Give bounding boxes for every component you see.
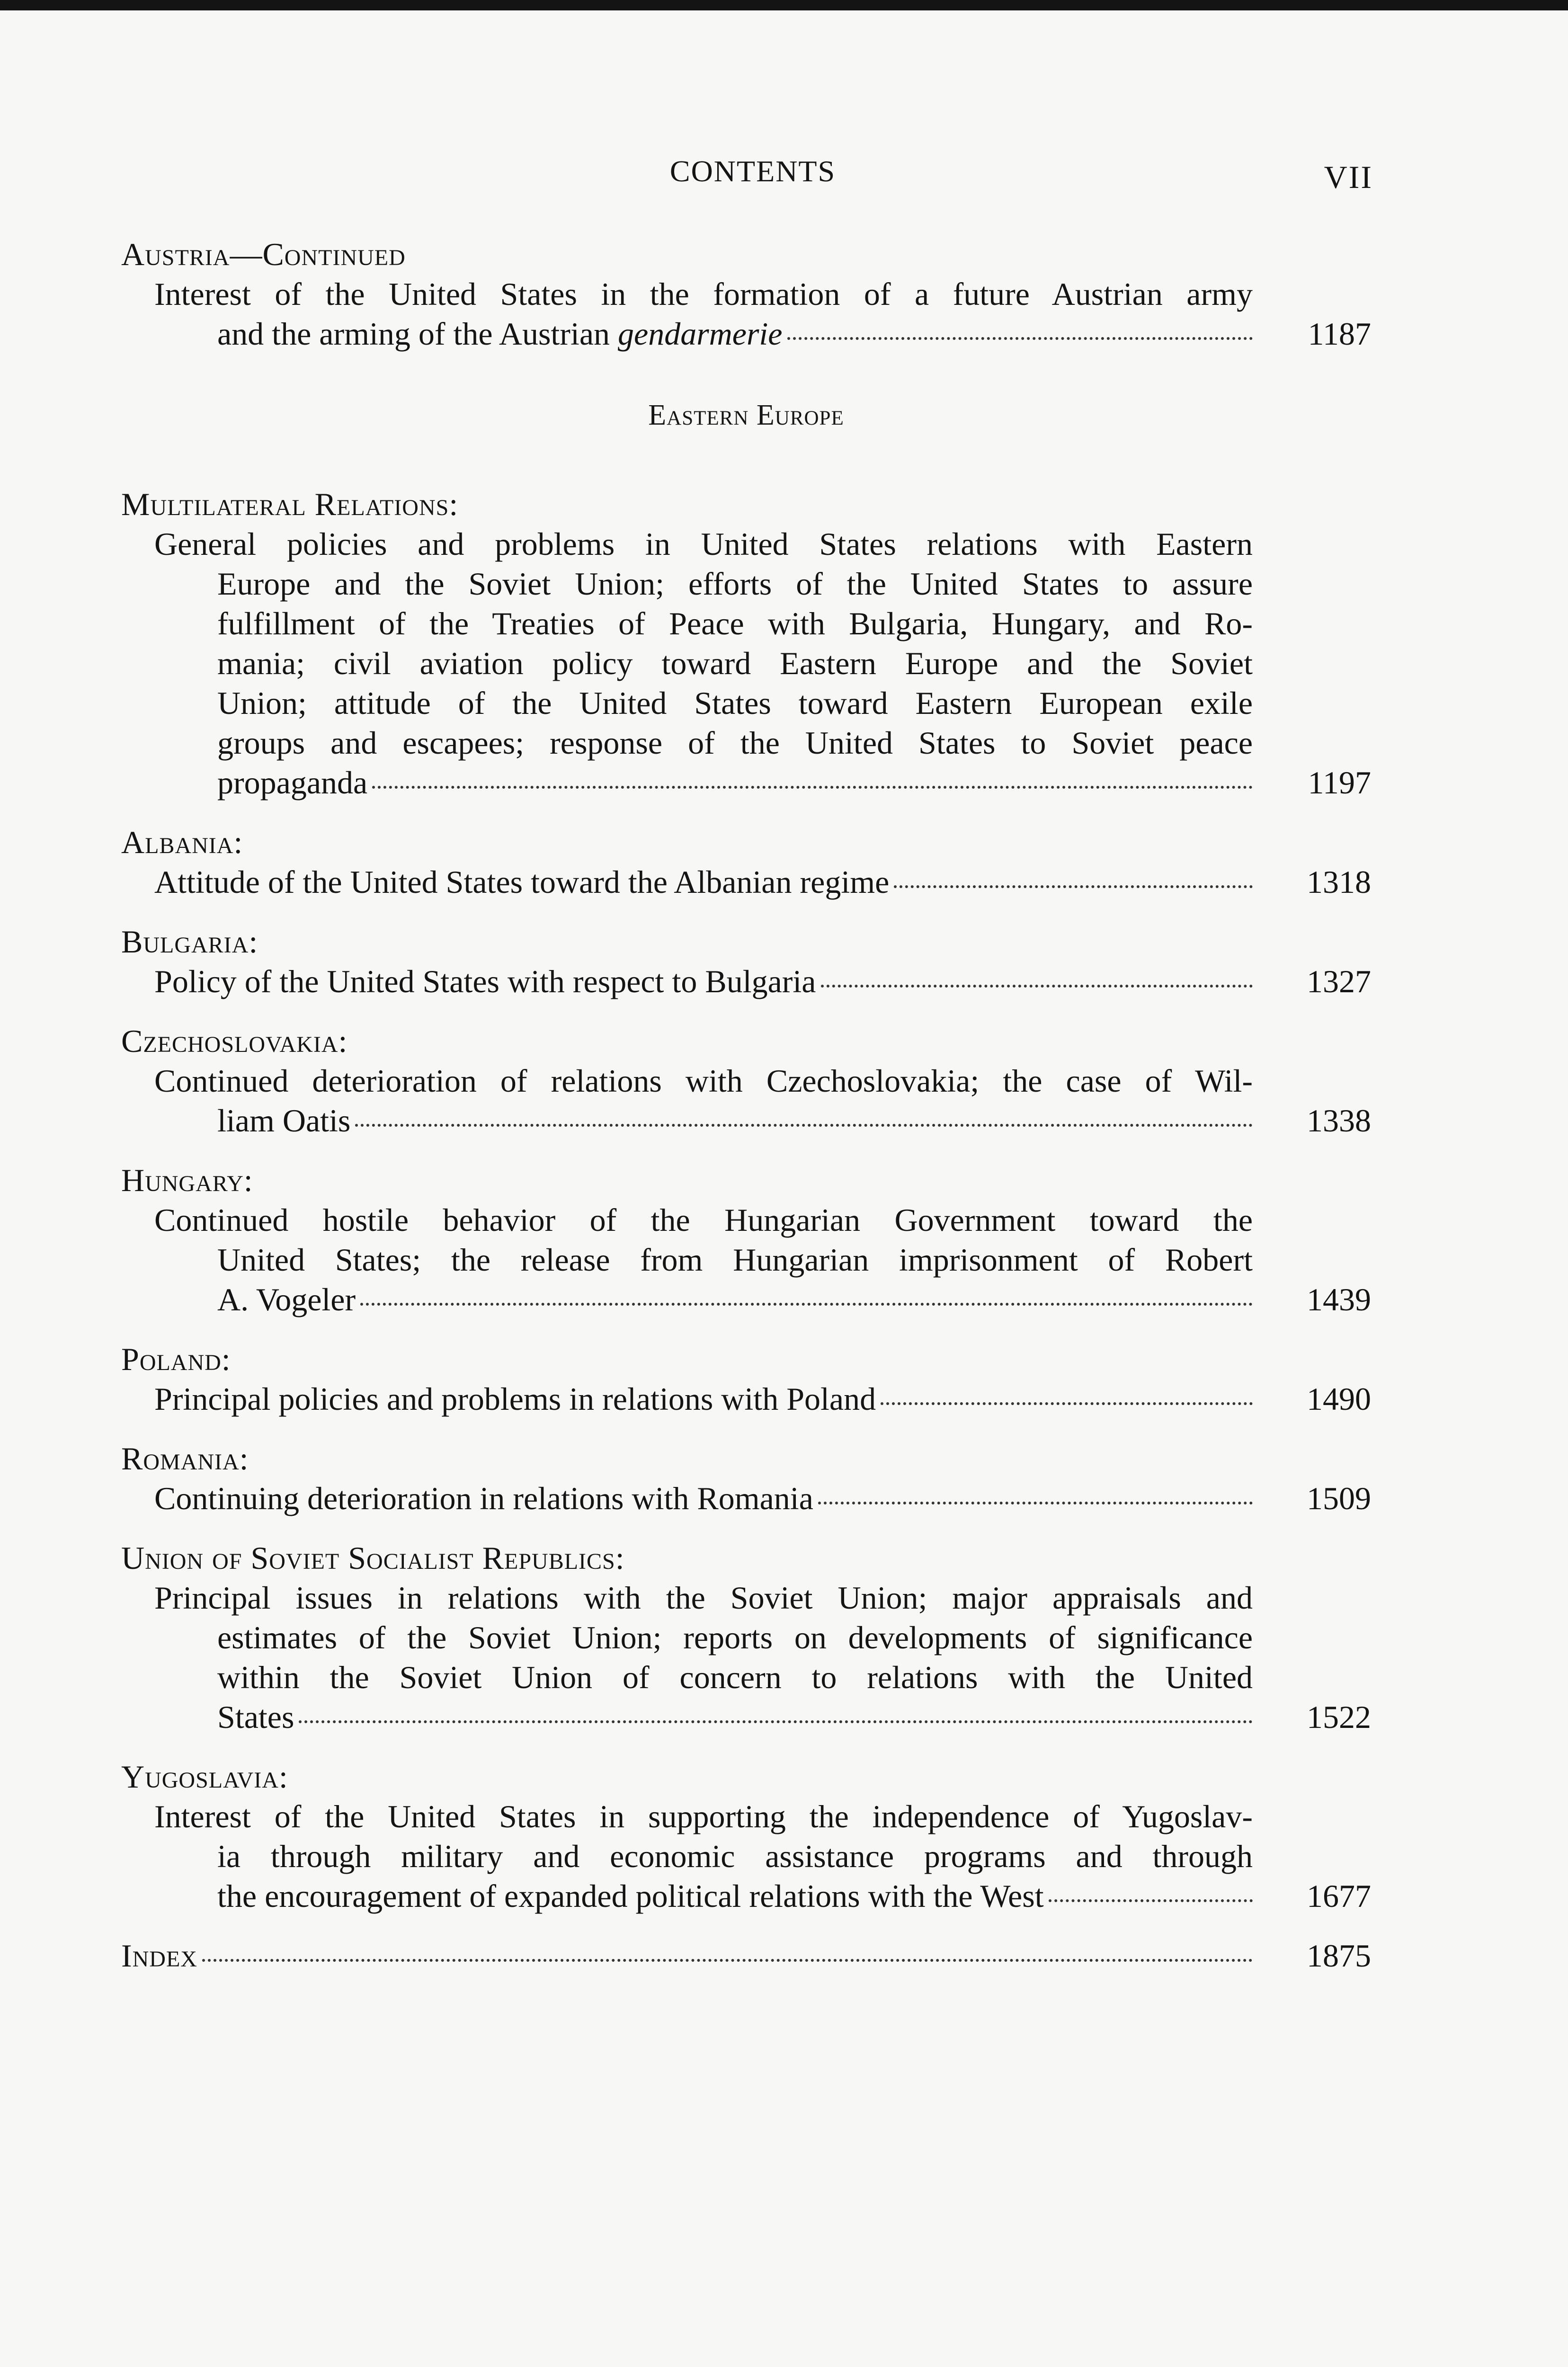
entry-line: mania; civil aviation policy toward Eastern Europe and the Soviet xyxy=(217,645,1253,681)
entry-page-number: 1197 xyxy=(1308,765,1371,801)
index-entry xyxy=(121,1936,1371,1975)
entry-line: liam Oatis xyxy=(217,1103,351,1139)
entry-page-number: 1327 xyxy=(1307,963,1371,999)
toc-entry xyxy=(121,274,1371,354)
dot-leader xyxy=(821,985,1253,988)
entry-last-line xyxy=(121,1478,1253,1518)
section-label: Multilateral Relations: xyxy=(121,486,459,522)
entry-line: Policy of the United States with respect to Bulgaria xyxy=(154,963,816,999)
dot-leader xyxy=(202,1959,1253,1962)
entry-last-line xyxy=(121,1697,1253,1737)
entry-last-line xyxy=(121,1101,1253,1140)
section-label: Yugoslavia: xyxy=(121,1759,288,1795)
dot-leader xyxy=(787,337,1253,340)
section-label: Poland: xyxy=(121,1341,231,1377)
section-label: Union of Soviet Socialist Republics: xyxy=(121,1540,625,1576)
dot-leader xyxy=(1049,1899,1253,1902)
entry-line: within the Soviet Union of concern to relations with the United xyxy=(217,1659,1253,1695)
entry-text xyxy=(121,1200,1253,1319)
contents-list xyxy=(121,234,1371,1975)
entry-text xyxy=(121,961,1253,1001)
entry-last-line xyxy=(121,1379,1253,1419)
entry-line: Continued deterioration of relations with Czechoslovakia; the case of Wil- xyxy=(154,1063,1253,1099)
entry-line: General policies and problems in United States relations with Eastern xyxy=(154,526,1253,562)
dot-leader xyxy=(360,1303,1253,1306)
toc-entry xyxy=(121,1578,1371,1737)
section-label: Romania: xyxy=(121,1441,249,1477)
toc-entry xyxy=(121,1478,1371,1518)
entry-text xyxy=(121,1797,1253,1916)
entry-line: Principal issues in relations with the Soviet Union; major appraisals and xyxy=(154,1580,1253,1616)
toc-entry xyxy=(121,1061,1371,1140)
entry-page-number: 1677 xyxy=(1307,1878,1371,1914)
dot-leader xyxy=(372,786,1253,789)
toc-entry xyxy=(121,1200,1371,1319)
entry-line: Interest of the United States in the formation of a future Austrian army xyxy=(154,276,1253,312)
entry-line: groups and escapees; response of the United States to Soviet peace xyxy=(217,725,1253,761)
entry-line: States xyxy=(217,1699,294,1735)
entry-last-line xyxy=(121,1876,1253,1916)
section-label: Bulgaria: xyxy=(121,924,258,960)
toc-entry xyxy=(121,862,1371,902)
dot-leader xyxy=(355,1124,1253,1127)
entry-page-number: 1439 xyxy=(1307,1281,1371,1317)
dot-leader xyxy=(881,1402,1253,1405)
entry-page-number: 1875 xyxy=(1307,1938,1371,1974)
section-label: Albania: xyxy=(121,824,243,860)
entry-line: Interest of the United States in supporting the independence of Yugoslav- xyxy=(154,1798,1253,1834)
dot-leader xyxy=(894,885,1253,888)
entry-line: Union; attitude of the United States toward Eastern European exile xyxy=(217,685,1253,721)
entry-line: Attitude of the United States toward the Albanian regime xyxy=(154,864,890,900)
entry-page-number: 1509 xyxy=(1307,1480,1371,1516)
entry-line: ia through military and economic assistance programs and through xyxy=(217,1838,1253,1874)
entry-line: A. Vogeler xyxy=(217,1281,356,1317)
entry-text xyxy=(121,1578,1253,1737)
entry-text xyxy=(121,1478,1253,1518)
entry-page-number: 1522 xyxy=(1307,1699,1371,1735)
entry-text xyxy=(121,1061,1253,1140)
entry-page-number: 1338 xyxy=(1307,1103,1371,1139)
section-label: Czechoslovakia: xyxy=(121,1023,348,1059)
entry-last-line xyxy=(121,862,1253,902)
toc-entry xyxy=(121,961,1371,1001)
entry-line: fulfillment of the Treaties of Peace with Bulgaria, Hungary, and Ro- xyxy=(217,605,1253,641)
index-label: Index xyxy=(121,1938,197,1974)
entry-line: United States; the release from Hungarian imprisonment of Robert xyxy=(217,1242,1253,1278)
dot-leader xyxy=(299,1720,1253,1723)
region-sections xyxy=(121,484,1371,1916)
toc-entry xyxy=(121,1379,1371,1419)
section-label: Hungary: xyxy=(121,1162,253,1198)
section-label: Austria—Continued xyxy=(121,236,406,272)
entry-text xyxy=(121,1379,1253,1419)
entry-line: the encouragement of expanded political relations with the West xyxy=(217,1878,1044,1914)
entry-text xyxy=(121,862,1253,902)
dot-leader xyxy=(818,1502,1253,1504)
entry-line: estimates of the Soviet Union; reports on developments of significance xyxy=(217,1620,1253,1655)
top-border xyxy=(0,0,1568,10)
page-number: VII xyxy=(1324,159,1373,195)
entry-last-line xyxy=(121,961,1253,1001)
entry-line: propaganda xyxy=(217,765,368,801)
region-heading: Eastern Europe xyxy=(648,399,844,431)
entry-page-number: 1187 xyxy=(1308,316,1371,352)
entry-line: Continued hostile behavior of the Hungarian Government toward the xyxy=(154,1202,1253,1238)
entry-line: and the arming of the Austrian xyxy=(217,316,618,352)
toc-entry xyxy=(121,524,1371,802)
page-title: CONTENTS xyxy=(669,154,836,188)
entry-line: Continuing deterioration in relations with Romania xyxy=(154,1480,813,1516)
entry-line-italic: gendarmerie xyxy=(618,316,783,352)
entry-line: Europe and the Soviet Union; efforts of the United States to assure xyxy=(217,566,1253,602)
entry-text xyxy=(121,524,1253,802)
entry-page-number: 1318 xyxy=(1307,864,1371,900)
entry-page-number: 1490 xyxy=(1307,1381,1371,1417)
entry-last-line xyxy=(121,1280,1253,1319)
entry-last-line xyxy=(121,763,1253,802)
toc-entry xyxy=(121,1797,1371,1916)
entry-line: Principal policies and problems in relations with Poland xyxy=(154,1381,876,1417)
